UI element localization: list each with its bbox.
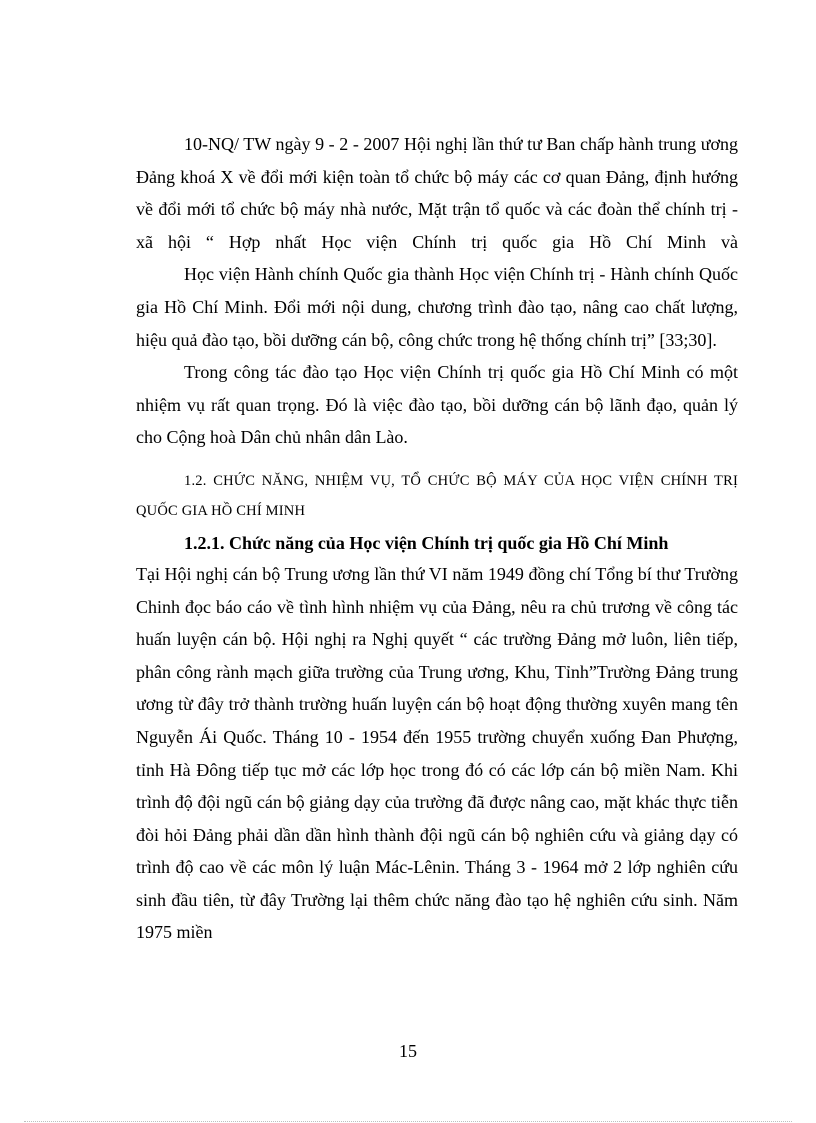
section-heading: 1.2. CHỨC NĂNG, NHIỆM VỤ, TỔ CHỨC BỘ MÁY CỦA HỌC VIỆN CHÍNH TRỊ QUỐC GIA HỒ CHÍ MINH — [136, 472, 738, 519]
paragraph-resolution-quote: 10-NQ/ TW ngày 9 - 2 - 2007 Hội nghị lần thứ tư Ban chấp hành trung ương Đảng khoá X về đổi mới kiện toàn tổ chức bộ máy các cơ quan Đảng, định hướng về đổi mới tổ chức bộ máy nhà nước, Mặt trận tổ quốc và các đoàn thể chính trị - xã hội “ Hợp nhất Học viện Chính trị quốc gia Hồ Chí Minh và — [136, 134, 738, 252]
page-body — [136, 128, 738, 949]
paragraph-history: Tại Hội nghị cán bộ Trung ương lần thứ VI năm 1949 đồng chí Tổng bí thư Trường Chinh đọc báo cáo về tình hình nhiệm vụ của Đảng, nêu ra chủ trương về công tác huấn luyện cán bộ. Hội nghị ra Nghị quyết “ các trường Đảng mở luôn, liên tiếp, phân công rành mạch giữa trường của Trung ương, Khu, Tỉnh”Trường Đảng trung ương từ đây trở thành trường huấn luyện cán bộ hoạt động thường xuyên mang tên Nguyễn Ái Quốc. Tháng 10 - 1954 đến 1955 trường chuyển xuống Đan Phượng, tỉnh Hà Đông tiếp tục mở các lớp học trong đó có các lớp cán bộ miền Nam. Khi trình độ đội ngũ cán bộ giảng dạy của trường đã được nâng cao, mặt khác thực tiễn đòi hỏi Đảng phải dần dần hình thành đội ngũ cán bộ nghiên cứu và giảng dạy có trình độ cao về các môn lý luận Mác-Lênin. Tháng 3 - 1964 mở 2 lớp nghiên cứu sinh đầu tiên, từ đây Trường lại thêm chức năng đào tạo hệ nghiên cứu sinh. Năm 1975 miền — [136, 563, 738, 943]
paragraph-academy-merger: Học viện Hành chính Quốc gia thành Học viện Chính trị - Hành chính Quốc gia Hồ Chí Minh. Đổi mới nội dung, chương trình đào tạo, nâng cao chất lượng, hiệu quả đào tạo, bồi dưỡng cán bộ, công chức trong hệ thống chính trị” [33;30]. — [136, 264, 738, 350]
subsection-heading: 1.2.1. Chức năng của Học viện Chính trị quốc gia Hồ Chí Minh — [184, 532, 669, 553]
footer-divider — [24, 1121, 792, 1122]
page-number: 15 — [399, 1041, 417, 1061]
paragraph-lao-training: Trong công tác đào tạo Học viện Chính trị quốc gia Hồ Chí Minh có một nhiệm vụ rất quan trọng. Đó là việc đào tạo, bồi dưỡng cán bộ lãnh đạo, quản lý cho Cộng hoà Dân chủ nhân dân Lào. — [136, 362, 738, 448]
